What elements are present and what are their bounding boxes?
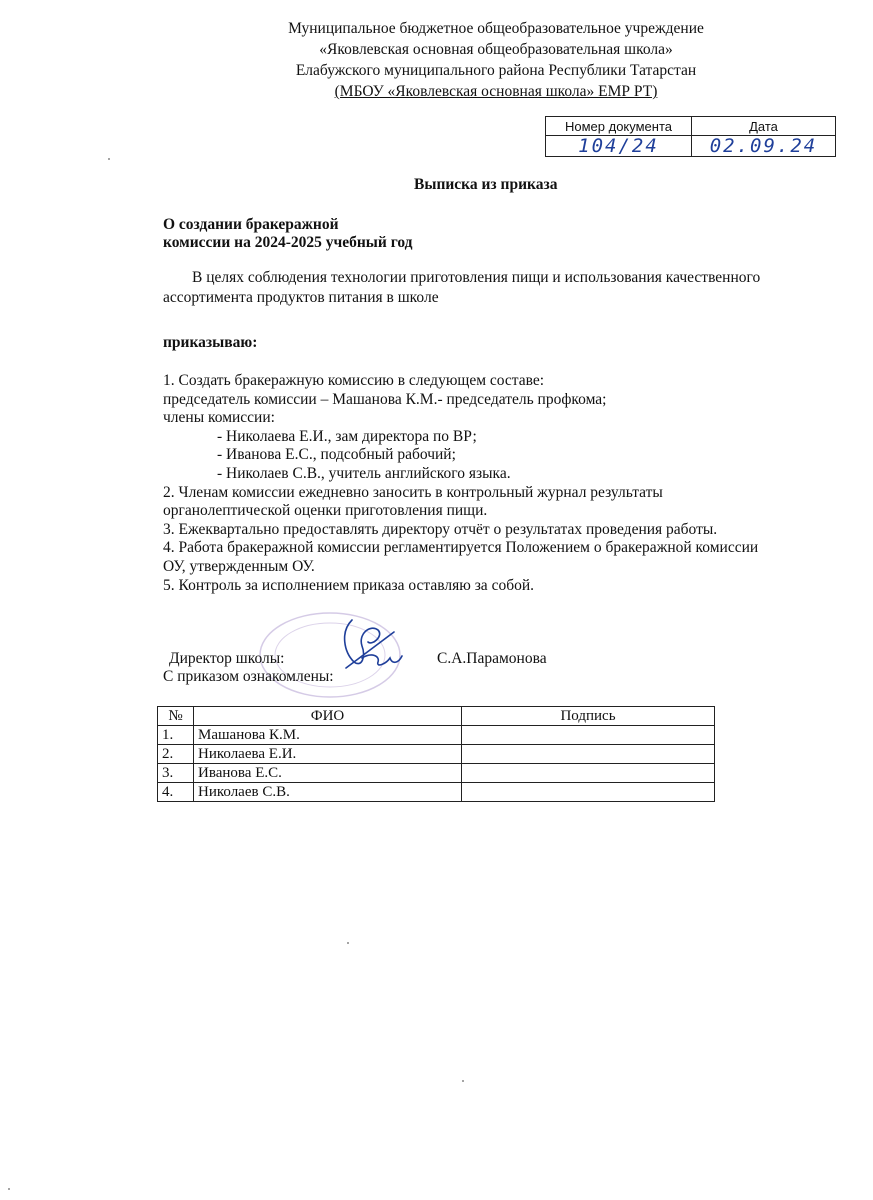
order-subject: [163, 216, 413, 252]
members-label: члены комиссии:: [163, 409, 275, 427]
table-row: [158, 783, 715, 802]
director-name: С.А.Парамонова: [437, 650, 547, 667]
director-label: Директор школы:: [169, 650, 285, 667]
order-subject-line-1: О создании бракеражной: [163, 216, 339, 233]
row-number: 1.: [158, 726, 194, 745]
member-2: - Иванова Е.С., подсобный рабочий;: [217, 446, 456, 464]
commission-chair: председатель комиссии – Машанова К.М.- председатель профкома;: [163, 390, 607, 408]
table-row: [158, 726, 715, 745]
order-item-2a: 2. Членам комиссии ежедневно заносить в контрольный журнал результаты: [163, 483, 663, 501]
row-signature: [462, 745, 715, 764]
column-header-signature: Подпись: [462, 707, 715, 726]
order-item-5: 5. Контроль за исполнением приказа оставляю за собой.: [163, 576, 535, 594]
letterhead-line-1: Муниципальное бюджетное общеобразовательное учреждение: [288, 20, 704, 37]
scan-speck: [462, 1080, 464, 1082]
document-date-value: 02.09.24: [692, 136, 836, 157]
letterhead: [0, 18, 873, 102]
scan-speck: [8, 1188, 10, 1190]
order-item-2b: органолептической оценки приготовления пищи.: [163, 502, 488, 520]
document-number-label: Номер документа: [546, 117, 692, 136]
page-title: Выписка из приказа: [414, 176, 558, 193]
table-row: [158, 764, 715, 783]
director-sign-line: [169, 650, 547, 668]
table-header-row: [158, 707, 715, 726]
acknowledged-label: С приказом ознакомлены:: [163, 668, 334, 685]
scan-speck: [347, 942, 349, 944]
row-signature: [462, 726, 715, 745]
letterhead-line-4: (МБОУ «Яковлевская основная школа» ЕМР РТ): [334, 83, 658, 100]
row-name: Машанова К.М.: [194, 726, 462, 745]
row-signature: [462, 783, 715, 802]
document-number-value: 104/24: [546, 136, 692, 157]
director-signature-icon: [332, 612, 412, 674]
row-number: 2.: [158, 745, 194, 764]
order-body: [163, 372, 843, 595]
row-name: Иванова Е.С.: [194, 764, 462, 783]
column-header-number: №: [158, 707, 194, 726]
order-item-4b: ОУ, утвержденным ОУ.: [163, 557, 315, 575]
order-word: приказываю:: [163, 334, 258, 351]
letterhead-line-2: «Яковлевская основная общеобразовательная школа»: [319, 41, 673, 58]
document-number-box: [545, 116, 836, 157]
row-number: 4.: [158, 783, 194, 802]
table-row: [158, 745, 715, 764]
member-1: - Николаева Е.И., зам директора по ВР;: [217, 427, 477, 445]
intro-paragraph: В целях соблюдения технологии приготовления пищи и использования качественного ассортимента продуктов питания в школе: [163, 269, 761, 306]
order-item-1: 1. Создать бракеражную комиссию в следующем составе:: [163, 372, 545, 389]
order-item-4a: 4. Работа бракеражной комиссии регламентируется Положением о бракеражной комиссии: [163, 539, 759, 557]
scan-speck: [108, 158, 110, 160]
document-date-label: Дата: [692, 117, 836, 136]
row-number: 3.: [158, 764, 194, 783]
letterhead-line-3: Елабужского муниципального района Республики Татарстан: [295, 62, 697, 79]
order-item-3: 3. Ежеквартально предоставлять директору отчёт о результатах проведения работы.: [163, 520, 718, 538]
row-name: Николаева Е.И.: [194, 745, 462, 764]
member-3: - Николаев С.В., учитель английского языка.: [217, 464, 511, 482]
order-subject-line-2: комиссии на 2024-2025 учебный год: [163, 234, 413, 251]
row-signature: [462, 764, 715, 783]
acknowledgement-table: [157, 706, 715, 802]
row-name: Николаев С.В.: [194, 783, 462, 802]
column-header-name: ФИО: [194, 707, 462, 726]
